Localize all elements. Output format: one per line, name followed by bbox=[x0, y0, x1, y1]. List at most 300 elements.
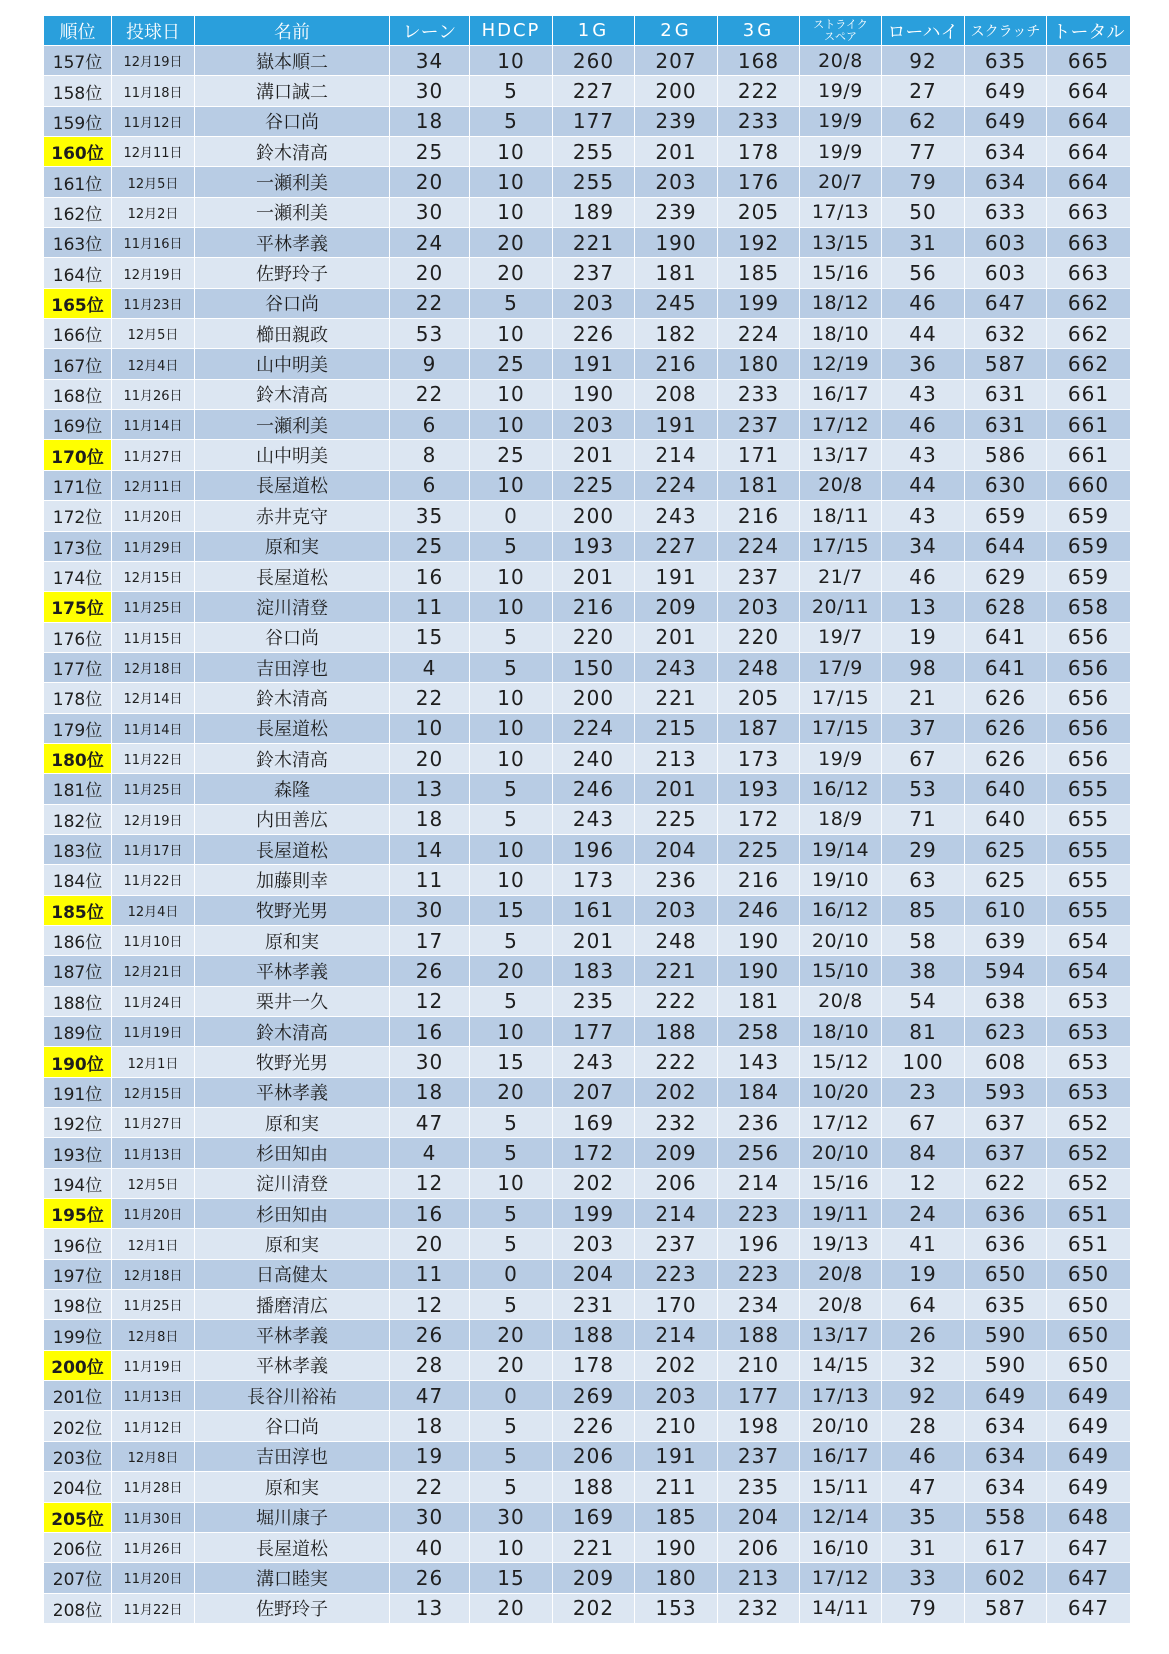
table-row bbox=[44, 896, 1130, 926]
game-3-cell: 220 bbox=[718, 623, 800, 653]
low-high-cell: 41 bbox=[882, 1229, 965, 1259]
low-high-cell: 46 bbox=[882, 289, 965, 319]
strike-spare-cell: 19/13 bbox=[800, 1229, 882, 1259]
rank-cell: 197位 bbox=[44, 1260, 112, 1290]
total-cell: 653 bbox=[1047, 987, 1130, 1017]
low-high-cell: 46 bbox=[882, 410, 965, 440]
name-cell: 長屋道松 bbox=[195, 714, 390, 744]
low-high-cell: 12 bbox=[882, 1169, 965, 1199]
lane-cell: 9 bbox=[390, 349, 470, 379]
date-cell: 11月20日 bbox=[112, 501, 195, 531]
low-high-cell: 50 bbox=[882, 198, 965, 228]
low-high-cell: 81 bbox=[882, 1017, 965, 1047]
rank-cell: 173位 bbox=[44, 532, 112, 562]
table-row bbox=[44, 1260, 1130, 1290]
hdcp-cell: 10 bbox=[470, 1017, 553, 1047]
lane-cell: 12 bbox=[390, 1290, 470, 1320]
game-3-cell: 203 bbox=[718, 592, 800, 622]
strike-spare-cell: 15/16 bbox=[800, 1169, 882, 1199]
date-cell: 12月11日 bbox=[112, 137, 195, 167]
low-high-cell: 34 bbox=[882, 532, 965, 562]
strike-spare-cell: 13/17 bbox=[800, 1320, 882, 1350]
hdcp-cell: 10 bbox=[470, 380, 553, 410]
table-row bbox=[44, 1290, 1130, 1320]
lane-cell: 14 bbox=[390, 835, 470, 865]
rank-cell: 208位 bbox=[44, 1594, 112, 1624]
hdcp-cell: 5 bbox=[470, 805, 553, 835]
game-2-cell: 153 bbox=[635, 1594, 718, 1624]
game-1-cell: 172 bbox=[553, 1138, 635, 1168]
name-cell: 森隆 bbox=[195, 774, 390, 804]
low-high-cell: 31 bbox=[882, 1533, 965, 1563]
table-row bbox=[44, 349, 1130, 379]
strike-spare-cell: 21/7 bbox=[800, 562, 882, 592]
game-3-cell: 193 bbox=[718, 774, 800, 804]
total-cell: 652 bbox=[1047, 1169, 1130, 1199]
low-high-cell: 79 bbox=[882, 167, 965, 197]
total-cell: 661 bbox=[1047, 440, 1130, 470]
game-1-cell: 237 bbox=[553, 258, 635, 288]
strike-spare-cell: 16/17 bbox=[800, 380, 882, 410]
game-2-cell: 214 bbox=[635, 440, 718, 470]
strike-spare-cell: 18/11 bbox=[800, 501, 882, 531]
table-row bbox=[44, 653, 1130, 683]
date-cell: 12月11日 bbox=[112, 471, 195, 501]
rank-cell: 165位 bbox=[44, 289, 112, 319]
game-2-cell: 214 bbox=[635, 1320, 718, 1350]
game-3-cell: 224 bbox=[718, 532, 800, 562]
low-high-cell: 44 bbox=[882, 319, 965, 349]
total-cell: 647 bbox=[1047, 1533, 1130, 1563]
header-date: 投球日 bbox=[112, 16, 195, 46]
game-2-cell: 209 bbox=[635, 592, 718, 622]
date-cell: 11月13日 bbox=[112, 1381, 195, 1411]
hdcp-cell: 5 bbox=[470, 1290, 553, 1320]
total-cell: 660 bbox=[1047, 471, 1130, 501]
game-1-cell: 201 bbox=[553, 926, 635, 956]
name-cell: 播磨清広 bbox=[195, 1290, 390, 1320]
game-3-cell: 188 bbox=[718, 1320, 800, 1350]
game-3-cell: 199 bbox=[718, 289, 800, 319]
lane-cell: 26 bbox=[390, 956, 470, 986]
rank-cell: 198位 bbox=[44, 1290, 112, 1320]
low-high-cell: 43 bbox=[882, 440, 965, 470]
low-high-cell: 77 bbox=[882, 137, 965, 167]
rank-cell: 183位 bbox=[44, 835, 112, 865]
hdcp-cell: 20 bbox=[470, 956, 553, 986]
game-2-cell: 239 bbox=[635, 107, 718, 137]
strike-spare-cell: 20/8 bbox=[800, 46, 882, 76]
scratch-cell: 603 bbox=[965, 228, 1047, 258]
table-row bbox=[44, 471, 1130, 501]
game-1-cell: 246 bbox=[553, 774, 635, 804]
name-cell: 一瀬利美 bbox=[195, 167, 390, 197]
low-high-cell: 47 bbox=[882, 1472, 965, 1502]
rank-cell: 178位 bbox=[44, 683, 112, 713]
rank-cell: 205位 bbox=[44, 1503, 112, 1533]
name-cell: 谷口尚 bbox=[195, 107, 390, 137]
game-1-cell: 203 bbox=[553, 289, 635, 319]
lane-cell: 18 bbox=[390, 107, 470, 137]
game-3-cell: 216 bbox=[718, 865, 800, 895]
strike-spare-cell: 19/9 bbox=[800, 137, 882, 167]
game-3-cell: 224 bbox=[718, 319, 800, 349]
name-cell: 山中明美 bbox=[195, 440, 390, 470]
scratch-cell: 650 bbox=[965, 1260, 1047, 1290]
hdcp-cell: 10 bbox=[470, 592, 553, 622]
game-3-cell: 225 bbox=[718, 835, 800, 865]
name-cell: 嶽本順二 bbox=[195, 46, 390, 76]
scratch-cell: 629 bbox=[965, 562, 1047, 592]
date-cell: 12月1日 bbox=[112, 1229, 195, 1259]
name-cell: 原和実 bbox=[195, 532, 390, 562]
rank-cell: 199位 bbox=[44, 1320, 112, 1350]
table-row bbox=[44, 714, 1130, 744]
game-1-cell: 255 bbox=[553, 167, 635, 197]
scratch-cell: 635 bbox=[965, 46, 1047, 76]
total-cell: 664 bbox=[1047, 76, 1130, 106]
game-1-cell: 183 bbox=[553, 956, 635, 986]
rank-cell: 202位 bbox=[44, 1411, 112, 1441]
scratch-cell: 649 bbox=[965, 76, 1047, 106]
rank-cell: 164位 bbox=[44, 258, 112, 288]
name-cell: 牧野光男 bbox=[195, 1047, 390, 1077]
table-row bbox=[44, 46, 1130, 76]
total-cell: 648 bbox=[1047, 1503, 1130, 1533]
lane-cell: 35 bbox=[390, 501, 470, 531]
game-1-cell: 201 bbox=[553, 562, 635, 592]
lane-cell: 6 bbox=[390, 410, 470, 440]
scratch-cell: 586 bbox=[965, 440, 1047, 470]
game-1-cell: 169 bbox=[553, 1108, 635, 1138]
lane-cell: 30 bbox=[390, 1047, 470, 1077]
hdcp-cell: 10 bbox=[470, 410, 553, 440]
game-1-cell: 204 bbox=[553, 1260, 635, 1290]
low-high-cell: 84 bbox=[882, 1138, 965, 1168]
name-cell: 谷口尚 bbox=[195, 1411, 390, 1441]
name-cell: 櫛田親政 bbox=[195, 319, 390, 349]
name-cell: 原和実 bbox=[195, 926, 390, 956]
hdcp-cell: 0 bbox=[470, 501, 553, 531]
rank-cell: 195位 bbox=[44, 1199, 112, 1229]
scratch-cell: 590 bbox=[965, 1351, 1047, 1381]
low-high-cell: 53 bbox=[882, 774, 965, 804]
game-2-cell: 180 bbox=[635, 1563, 718, 1593]
name-cell: 加藤則幸 bbox=[195, 865, 390, 895]
header-total: トータル bbox=[1047, 16, 1130, 46]
rank-cell: 184位 bbox=[44, 865, 112, 895]
total-cell: 662 bbox=[1047, 289, 1130, 319]
table-row bbox=[44, 865, 1130, 895]
game-1-cell: 240 bbox=[553, 744, 635, 774]
rank-cell: 180位 bbox=[44, 744, 112, 774]
total-cell: 649 bbox=[1047, 1381, 1130, 1411]
game-2-cell: 221 bbox=[635, 956, 718, 986]
game-1-cell: 150 bbox=[553, 653, 635, 683]
game-3-cell: 233 bbox=[718, 380, 800, 410]
strike-spare-cell: 12/14 bbox=[800, 1503, 882, 1533]
strike-spare-cell: 17/15 bbox=[800, 683, 882, 713]
rank-cell: 192位 bbox=[44, 1108, 112, 1138]
rank-cell: 200位 bbox=[44, 1351, 112, 1381]
total-cell: 650 bbox=[1047, 1290, 1130, 1320]
date-cell: 12月4日 bbox=[112, 896, 195, 926]
header-scratch: スクラッチ bbox=[965, 16, 1047, 46]
name-cell: 平林孝義 bbox=[195, 956, 390, 986]
strike-spare-cell: 20/7 bbox=[800, 167, 882, 197]
name-cell: 牧野光男 bbox=[195, 896, 390, 926]
hdcp-cell: 10 bbox=[470, 137, 553, 167]
game-2-cell: 204 bbox=[635, 835, 718, 865]
low-high-cell: 46 bbox=[882, 1442, 965, 1472]
rank-cell: 160位 bbox=[44, 137, 112, 167]
header-lane: レーン bbox=[390, 16, 470, 46]
lane-cell: 30 bbox=[390, 76, 470, 106]
game-1-cell: 255 bbox=[553, 137, 635, 167]
date-cell: 11月18日 bbox=[112, 76, 195, 106]
game-3-cell: 210 bbox=[718, 1351, 800, 1381]
scratch-cell: 625 bbox=[965, 865, 1047, 895]
hdcp-cell: 20 bbox=[470, 1351, 553, 1381]
lane-cell: 10 bbox=[390, 714, 470, 744]
lane-cell: 20 bbox=[390, 258, 470, 288]
total-cell: 653 bbox=[1047, 1078, 1130, 1108]
game-1-cell: 207 bbox=[553, 1078, 635, 1108]
table-row bbox=[44, 1381, 1130, 1411]
hdcp-cell: 25 bbox=[470, 349, 553, 379]
date-cell: 12月19日 bbox=[112, 805, 195, 835]
hdcp-cell: 10 bbox=[470, 835, 553, 865]
low-high-cell: 44 bbox=[882, 471, 965, 501]
hdcp-cell: 10 bbox=[470, 562, 553, 592]
table-body bbox=[44, 46, 1130, 1624]
hdcp-cell: 5 bbox=[470, 987, 553, 1017]
game-3-cell: 190 bbox=[718, 926, 800, 956]
hdcp-cell: 5 bbox=[470, 623, 553, 653]
game-3-cell: 205 bbox=[718, 683, 800, 713]
lane-cell: 25 bbox=[390, 137, 470, 167]
strike-spare-cell: 19/10 bbox=[800, 865, 882, 895]
table-row bbox=[44, 319, 1130, 349]
hdcp-cell: 10 bbox=[470, 319, 553, 349]
strike-spare-cell: 17/12 bbox=[800, 410, 882, 440]
game-2-cell: 232 bbox=[635, 1108, 718, 1138]
strike-spare-cell: 15/11 bbox=[800, 1472, 882, 1502]
game-1-cell: 243 bbox=[553, 805, 635, 835]
total-cell: 655 bbox=[1047, 774, 1130, 804]
game-3-cell: 237 bbox=[718, 562, 800, 592]
strike-spare-cell: 17/13 bbox=[800, 1381, 882, 1411]
scratch-cell: 631 bbox=[965, 410, 1047, 440]
name-cell: 平林孝義 bbox=[195, 1320, 390, 1350]
date-cell: 12月18日 bbox=[112, 653, 195, 683]
game-2-cell: 227 bbox=[635, 532, 718, 562]
scratch-cell: 625 bbox=[965, 835, 1047, 865]
game-3-cell: 185 bbox=[718, 258, 800, 288]
score-ranking-table bbox=[44, 16, 1130, 1624]
scratch-cell: 634 bbox=[965, 167, 1047, 197]
game-1-cell: 161 bbox=[553, 896, 635, 926]
game-2-cell: 182 bbox=[635, 319, 718, 349]
date-cell: 11月10日 bbox=[112, 926, 195, 956]
game-3-cell: 204 bbox=[718, 1503, 800, 1533]
name-cell: 長屋道松 bbox=[195, 471, 390, 501]
date-cell: 11月25日 bbox=[112, 774, 195, 804]
strike-spare-cell: 16/17 bbox=[800, 1442, 882, 1472]
lane-cell: 18 bbox=[390, 805, 470, 835]
scratch-cell: 622 bbox=[965, 1169, 1047, 1199]
hdcp-cell: 5 bbox=[470, 1229, 553, 1259]
strike-spare-cell: 17/12 bbox=[800, 1108, 882, 1138]
table-row bbox=[44, 805, 1130, 835]
hdcp-cell: 5 bbox=[470, 1442, 553, 1472]
low-high-cell: 92 bbox=[882, 46, 965, 76]
strike-spare-cell: 20/10 bbox=[800, 926, 882, 956]
hdcp-cell: 5 bbox=[470, 1138, 553, 1168]
name-cell: 鈴木清高 bbox=[195, 1017, 390, 1047]
scratch-cell: 644 bbox=[965, 532, 1047, 562]
low-high-cell: 79 bbox=[882, 1594, 965, 1624]
hdcp-cell: 10 bbox=[470, 714, 553, 744]
date-cell: 11月17日 bbox=[112, 835, 195, 865]
name-cell: 佐野玲子 bbox=[195, 258, 390, 288]
game-2-cell: 188 bbox=[635, 1017, 718, 1047]
hdcp-cell: 30 bbox=[470, 1503, 553, 1533]
game-2-cell: 243 bbox=[635, 501, 718, 531]
strike-spare-cell: 18/10 bbox=[800, 319, 882, 349]
name-cell: 吉田淳也 bbox=[195, 653, 390, 683]
low-high-cell: 85 bbox=[882, 896, 965, 926]
lane-cell: 22 bbox=[390, 683, 470, 713]
lane-cell: 11 bbox=[390, 865, 470, 895]
name-cell: 一瀬利美 bbox=[195, 198, 390, 228]
total-cell: 655 bbox=[1047, 835, 1130, 865]
rank-cell: 182位 bbox=[44, 805, 112, 835]
game-2-cell: 202 bbox=[635, 1351, 718, 1381]
rank-cell: 181位 bbox=[44, 774, 112, 804]
lane-cell: 13 bbox=[390, 774, 470, 804]
game-1-cell: 231 bbox=[553, 1290, 635, 1320]
game-1-cell: 193 bbox=[553, 532, 635, 562]
date-cell: 12月14日 bbox=[112, 683, 195, 713]
total-cell: 651 bbox=[1047, 1229, 1130, 1259]
game-3-cell: 248 bbox=[718, 653, 800, 683]
lane-cell: 25 bbox=[390, 532, 470, 562]
lane-cell: 22 bbox=[390, 1472, 470, 1502]
game-3-cell: 237 bbox=[718, 410, 800, 440]
game-3-cell: 180 bbox=[718, 349, 800, 379]
rank-cell: 159位 bbox=[44, 107, 112, 137]
strike-spare-cell: 15/10 bbox=[800, 956, 882, 986]
scratch-cell: 603 bbox=[965, 258, 1047, 288]
rank-cell: 169位 bbox=[44, 410, 112, 440]
date-cell: 11月28日 bbox=[112, 1472, 195, 1502]
game-3-cell: 214 bbox=[718, 1169, 800, 1199]
name-cell: 栗井一久 bbox=[195, 987, 390, 1017]
game-2-cell: 203 bbox=[635, 896, 718, 926]
strike-spare-cell: 17/9 bbox=[800, 653, 882, 683]
name-cell: 原和実 bbox=[195, 1229, 390, 1259]
rank-cell: 186位 bbox=[44, 926, 112, 956]
total-cell: 649 bbox=[1047, 1472, 1130, 1502]
lane-cell: 22 bbox=[390, 289, 470, 319]
rank-cell: 207位 bbox=[44, 1563, 112, 1593]
date-cell: 11月25日 bbox=[112, 592, 195, 622]
rank-cell: 158位 bbox=[44, 76, 112, 106]
header-game-1: 1G bbox=[553, 16, 635, 46]
total-cell: 649 bbox=[1047, 1442, 1130, 1472]
name-cell: 溝口睦実 bbox=[195, 1563, 390, 1593]
hdcp-cell: 15 bbox=[470, 896, 553, 926]
low-high-cell: 43 bbox=[882, 501, 965, 531]
hdcp-cell: 0 bbox=[470, 1381, 553, 1411]
low-high-cell: 67 bbox=[882, 744, 965, 774]
hdcp-cell: 5 bbox=[470, 107, 553, 137]
hdcp-cell: 5 bbox=[470, 1411, 553, 1441]
hdcp-cell: 10 bbox=[470, 683, 553, 713]
scratch-cell: 640 bbox=[965, 774, 1047, 804]
date-cell: 12月2日 bbox=[112, 198, 195, 228]
total-cell: 658 bbox=[1047, 592, 1130, 622]
lane-cell: 20 bbox=[390, 167, 470, 197]
rank-cell: 193位 bbox=[44, 1138, 112, 1168]
rank-cell: 168位 bbox=[44, 380, 112, 410]
name-cell: 鈴木清高 bbox=[195, 744, 390, 774]
date-cell: 12月19日 bbox=[112, 258, 195, 288]
strike-spare-cell: 14/15 bbox=[800, 1351, 882, 1381]
scratch-cell: 634 bbox=[965, 137, 1047, 167]
strike-spare-cell: 20/8 bbox=[800, 1260, 882, 1290]
strike-spare-cell: 15/12 bbox=[800, 1047, 882, 1077]
strike-spare-cell: 16/12 bbox=[800, 774, 882, 804]
low-high-cell: 71 bbox=[882, 805, 965, 835]
date-cell: 11月26日 bbox=[112, 1533, 195, 1563]
rank-cell: 176位 bbox=[44, 623, 112, 653]
game-2-cell: 248 bbox=[635, 926, 718, 956]
date-cell: 11月29日 bbox=[112, 532, 195, 562]
name-cell: 溝口誠二 bbox=[195, 76, 390, 106]
low-high-cell: 13 bbox=[882, 592, 965, 622]
date-cell: 11月19日 bbox=[112, 1017, 195, 1047]
hdcp-cell: 20 bbox=[470, 228, 553, 258]
lane-cell: 6 bbox=[390, 471, 470, 501]
header-game-2: 2G bbox=[635, 16, 718, 46]
rank-cell: 185位 bbox=[44, 896, 112, 926]
low-high-cell: 29 bbox=[882, 835, 965, 865]
date-cell: 11月22日 bbox=[112, 865, 195, 895]
table-row bbox=[44, 1533, 1130, 1563]
strike-spare-cell: 16/12 bbox=[800, 896, 882, 926]
game-3-cell: 192 bbox=[718, 228, 800, 258]
game-2-cell: 203 bbox=[635, 1381, 718, 1411]
name-cell: 山中明美 bbox=[195, 349, 390, 379]
scratch-cell: 641 bbox=[965, 623, 1047, 653]
game-2-cell: 239 bbox=[635, 198, 718, 228]
table-row bbox=[44, 926, 1130, 956]
table-row bbox=[44, 956, 1130, 986]
name-cell: 日高健太 bbox=[195, 1260, 390, 1290]
game-3-cell: 190 bbox=[718, 956, 800, 986]
date-cell: 11月13日 bbox=[112, 1138, 195, 1168]
game-1-cell: 188 bbox=[553, 1320, 635, 1350]
name-cell: 吉田淳也 bbox=[195, 1442, 390, 1472]
scratch-cell: 610 bbox=[965, 896, 1047, 926]
game-1-cell: 200 bbox=[553, 683, 635, 713]
scratch-cell: 637 bbox=[965, 1108, 1047, 1138]
scratch-cell: 590 bbox=[965, 1320, 1047, 1350]
date-cell: 11月22日 bbox=[112, 1594, 195, 1624]
low-high-cell: 54 bbox=[882, 987, 965, 1017]
